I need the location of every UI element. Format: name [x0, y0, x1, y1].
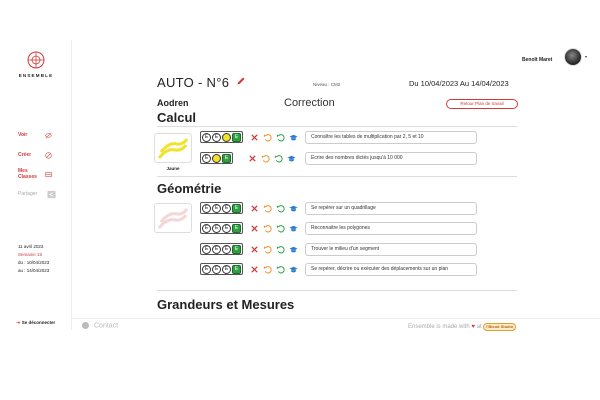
- level-badge-label: Jaune: [166, 166, 180, 171]
- avatar[interactable]: [564, 48, 582, 66]
- undo-orange-icon[interactable]: [261, 154, 270, 163]
- row-actions: [250, 243, 298, 255]
- level-2[interactable]: E: [212, 265, 221, 274]
- row-actions: [250, 222, 298, 234]
- graduation-cap-icon[interactable]: [289, 204, 298, 213]
- period-label: Du 10/04/2023 Au 14/04/2023: [409, 79, 509, 88]
- logout-icon: ⇥: [16, 320, 20, 325]
- section-title-calcul: Calcul: [157, 110, 197, 125]
- level-selector[interactable]: [200, 202, 243, 214]
- level-1[interactable]: E: [202, 133, 211, 142]
- undo-orange-icon[interactable]: [263, 245, 272, 254]
- logout-label: Se déconnecter: [21, 320, 56, 325]
- undo-green-icon[interactable]: [274, 154, 283, 163]
- logout-button[interactable]: [16, 320, 55, 326]
- sidebar-item-voir[interactable]: [18, 132, 58, 138]
- graduation-cap-icon[interactable]: [289, 224, 298, 233]
- user-name: Benoît Maret: [522, 57, 553, 63]
- skill-text: Se repérer, décrire ou exécuter des déplacements sur un plan: [305, 263, 477, 276]
- eye-off-icon: [45, 132, 52, 139]
- back-to-plan-button[interactable]: Retour Plan de travail: [446, 99, 518, 109]
- contact-link[interactable]: [82, 322, 118, 329]
- brand-name: ENSEMBLE: [18, 73, 54, 78]
- level-4[interactable]: E: [232, 224, 241, 233]
- level-2[interactable]: E: [212, 204, 221, 213]
- divider: [157, 126, 517, 127]
- undo-green-icon[interactable]: [276, 265, 285, 274]
- stripes-icon: [155, 134, 191, 162]
- week-end: au : 14/04/2023: [18, 268, 50, 273]
- graduation-cap-icon[interactable]: [289, 133, 298, 142]
- skill-text: Ecrire des nombres dictés jusqu'à 10 000: [305, 152, 477, 165]
- student-name: Aodren: [157, 98, 189, 108]
- level-badge-jaune: [154, 133, 192, 163]
- skill-text: Trouver le milieu d'un segment: [305, 243, 477, 256]
- graduation-cap-icon[interactable]: [289, 245, 298, 254]
- level-1[interactable]: E: [202, 204, 211, 213]
- level-2[interactable]: [212, 154, 221, 163]
- page-title: AUTO - N°6: [157, 75, 230, 90]
- week-start: du : 10/04/2023: [18, 260, 50, 265]
- pencil-icon[interactable]: [236, 76, 246, 86]
- undo-orange-icon[interactable]: [263, 224, 272, 233]
- studio-link[interactable]: l'Bicud Studio: [483, 323, 516, 331]
- graduation-cap-icon[interactable]: [287, 154, 296, 163]
- current-week: Semaine 15: [18, 252, 43, 257]
- undo-orange-icon[interactable]: [263, 204, 272, 213]
- row-actions: [250, 202, 298, 214]
- made-with: [408, 323, 516, 331]
- skill-text: Reconnaitre les polygones: [305, 222, 477, 235]
- level-3[interactable]: E: [222, 265, 231, 274]
- divider: [157, 176, 517, 177]
- sidebar: [0, 40, 72, 330]
- close-icon[interactable]: [250, 204, 259, 213]
- contact-label: Contact: [94, 322, 119, 330]
- level-selector[interactable]: [200, 131, 243, 143]
- row-actions: [250, 263, 298, 275]
- sidebar-item-label: Mes Classes: [18, 168, 37, 180]
- undo-green-icon[interactable]: [276, 224, 285, 233]
- close-icon[interactable]: [250, 224, 259, 233]
- row-actions: [250, 131, 298, 143]
- current-date: 11 avril 2023: [18, 244, 44, 249]
- classes-icon: [45, 171, 52, 178]
- level-badge: [154, 203, 192, 233]
- undo-green-icon[interactable]: [276, 245, 285, 254]
- level-3[interactable]: E: [222, 245, 231, 254]
- level-4[interactable]: E: [232, 133, 241, 142]
- close-icon[interactable]: [250, 245, 259, 254]
- level-3[interactable]: E: [222, 224, 231, 233]
- level-1[interactable]: E: [202, 245, 211, 254]
- ensemble-logo-icon[interactable]: [26, 50, 46, 70]
- level-2[interactable]: E: [212, 133, 221, 142]
- level-1[interactable]: E: [202, 224, 211, 233]
- skill-text: Se repérer sur un quadrillage: [305, 202, 477, 215]
- footer: [72, 318, 600, 333]
- level-1[interactable]: E: [202, 265, 211, 274]
- sidebar-item-creer[interactable]: [18, 152, 58, 158]
- divider: [157, 290, 517, 291]
- made-at: at: [476, 324, 482, 330]
- close-icon[interactable]: [248, 154, 257, 163]
- level-selector[interactable]: [200, 243, 243, 255]
- level-4[interactable]: E: [232, 265, 241, 274]
- sidebar-item-label: Voir: [18, 132, 28, 138]
- undo-green-icon[interactable]: [276, 204, 285, 213]
- heart-icon: ♥: [471, 324, 475, 330]
- level-selector[interactable]: [200, 152, 233, 164]
- sidebar-item-mes-classes[interactable]: [18, 168, 58, 180]
- made-prefix: Ensemble is made with: [408, 324, 470, 330]
- share-icon: [47, 190, 56, 199]
- github-icon: [82, 322, 89, 329]
- graduation-cap-icon[interactable]: [289, 265, 298, 274]
- chevron-down-icon[interactable]: ▾: [585, 54, 588, 59]
- sidebar-item-label: Créer: [18, 152, 32, 158]
- stripes-icon: [155, 204, 191, 232]
- level-2[interactable]: E: [212, 224, 221, 233]
- level-selector[interactable]: [200, 263, 243, 275]
- row-actions: [248, 152, 296, 164]
- section-title-geometrie: Géométrie: [157, 181, 222, 196]
- niveau-label: Niveau : CM2: [313, 82, 341, 87]
- section-title-grandeurs: Grandeurs et Mesures: [157, 297, 295, 312]
- sidebar-item-label: Partager: [18, 191, 38, 197]
- undo-orange-icon[interactable]: [263, 265, 272, 274]
- skill-text: Connaître les tables de multiplication par 2, 5 et 10: [305, 131, 477, 144]
- level-selector[interactable]: [200, 222, 243, 234]
- date-block: [18, 243, 49, 275]
- level-2[interactable]: E: [212, 245, 221, 254]
- edit-icon: [45, 152, 52, 159]
- undo-orange-icon[interactable]: [263, 133, 272, 142]
- undo-green-icon[interactable]: [276, 133, 285, 142]
- sidebar-item-partager[interactable]: [18, 191, 58, 197]
- close-icon[interactable]: [250, 133, 259, 142]
- level-3[interactable]: E: [222, 204, 231, 213]
- level-3[interactable]: [222, 133, 231, 142]
- level-1[interactable]: E: [202, 154, 211, 163]
- level-4[interactable]: E: [232, 204, 241, 213]
- close-icon[interactable]: [250, 265, 259, 274]
- mode-title: Correction: [284, 97, 335, 109]
- level-4[interactable]: E: [232, 245, 241, 254]
- level-3[interactable]: E: [222, 154, 231, 163]
